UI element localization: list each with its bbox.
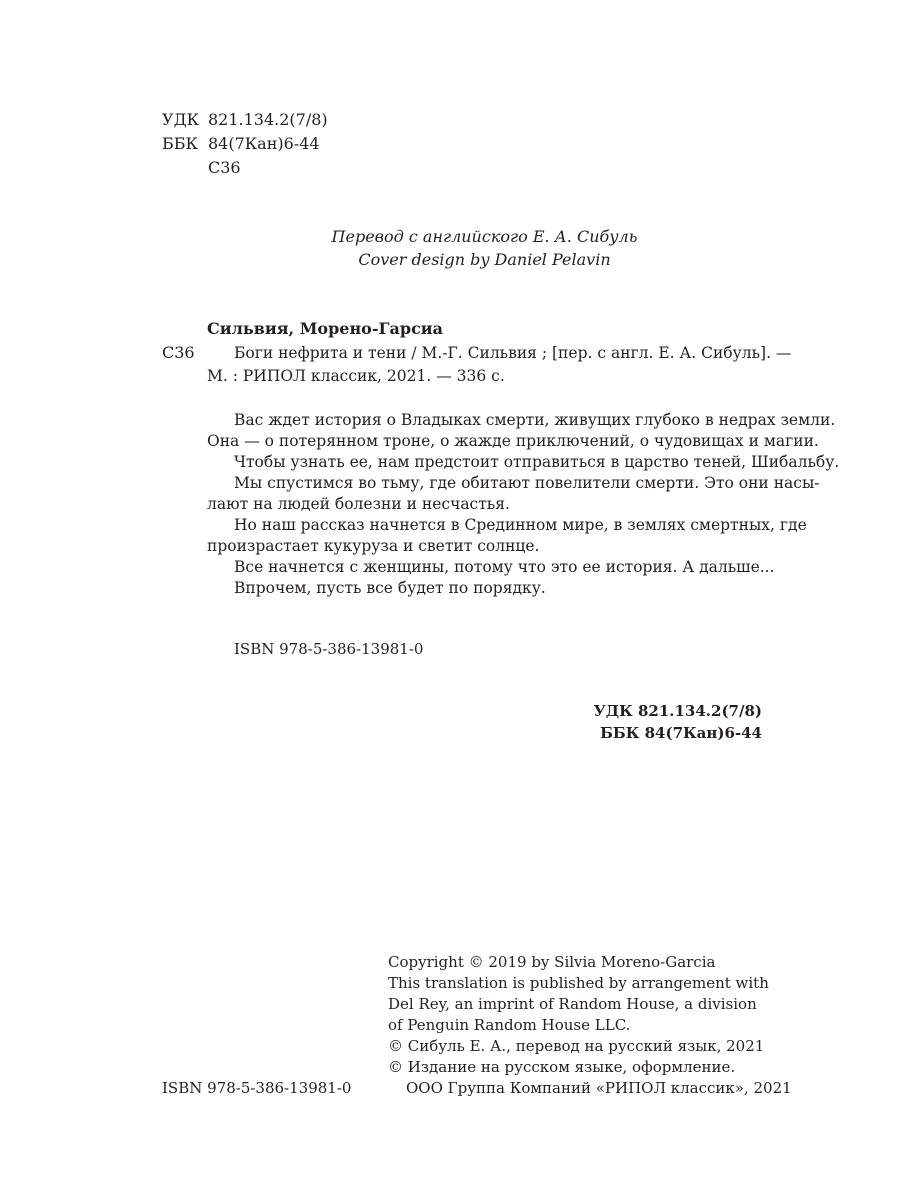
udk-label: УДК: [162, 110, 199, 129]
catalog-author: Сильвия, Морено-Гарсиа: [207, 319, 444, 338]
udk-value: 821.134.2(7/8): [208, 110, 328, 129]
annotation-line: произрастает кукуруза и светит солнце.: [207, 537, 540, 555]
bbk-bottom: ББК 84(7Кан)6-44: [600, 724, 762, 742]
catalog-line-1: Боги нефрита и тени / М.-Г. Сильвия ; [пер. с англ. Е. А. Сибуль]. —: [234, 344, 792, 362]
copyright-line: © Сибуль Е. А., перевод на русский язык, 2021: [388, 1037, 765, 1055]
bbk-label: ББК: [162, 134, 198, 153]
isbn-mid: ISBN 978-5-386-13981-0: [234, 640, 424, 658]
annotation-line: Но наш рассказ начнется в Срединном мире, в землях смертных, где: [234, 516, 807, 534]
udk-bottom: УДК 821.134.2(7/8): [593, 702, 762, 720]
catalog-line-2: М. : РИПОЛ классик, 2021. — 336 с.: [207, 367, 505, 385]
copyright-line: Del Rey, an imprint of Random House, a division: [388, 995, 757, 1013]
annotation-line: Чтобы узнать ее, нам предстоит отправиться в царство теней, Шибальбу.: [234, 453, 840, 471]
annotation-line: Вас ждет история о Владыках смерти, живущих глубоко в недрах земли.: [234, 411, 836, 429]
bbk-value: 84(7Кан)6-44: [208, 134, 320, 153]
copyright-line: ООО Группа Компаний «РИПОЛ классик», 2021: [406, 1079, 792, 1097]
annotation-line: Впрочем, пусть все будет по порядку.: [234, 579, 546, 597]
cover-design-credit: Cover design by Daniel Pelavin: [358, 250, 611, 269]
annotation-line: лают на людей болезни и несчастья.: [207, 495, 510, 513]
translation-credit: Перевод с английского Е. А. Сибуль: [331, 227, 638, 246]
copyright-line: This translation is published by arrangement with: [388, 974, 769, 992]
isbn-bottom: ISBN 978-5-386-13981-0: [162, 1079, 352, 1097]
copyright-line: Copyright © 2019 by Silvia Moreno-Garcia: [388, 953, 716, 971]
author-mark-top: С36: [208, 158, 241, 177]
catalog-author-mark: С36: [162, 343, 195, 362]
copyright-line: © Издание на русском языке, оформление.: [388, 1058, 736, 1076]
annotation-line: Она — о потерянном троне, о жажде приключений, о чудовищах и магии.: [207, 432, 819, 450]
copyright-line: of Penguin Random House LLC.: [388, 1016, 631, 1034]
annotation-line: Мы спустимся во тьму, где обитают повелители смерти. Это они насы-: [234, 474, 820, 492]
annotation-line: Все начнется с женщины, потому что это ее история. А дальше...: [234, 558, 775, 576]
